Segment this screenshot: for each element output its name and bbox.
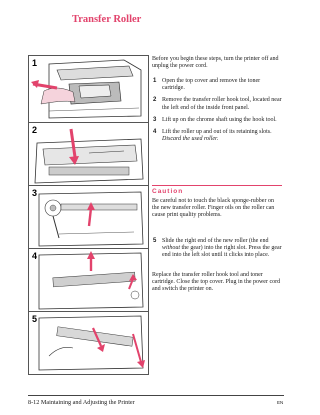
- figure-3: [28, 185, 149, 250]
- step-text: Lift up on the chrome shaft using the hook tool.: [162, 116, 277, 123]
- intro-paragraph: Before you begin these steps, turn the printer off and unplug the power cord.: [152, 56, 279, 70]
- step-text: Remove the transfer roller hook tool, located near the left end of the inside front panel.: [162, 97, 282, 111]
- caution-heading: Caution: [152, 188, 184, 195]
- step-number: 4: [153, 129, 157, 136]
- step-number: 1: [153, 78, 157, 84]
- caution-rule: [152, 185, 282, 186]
- figure-1-illustration: [29, 56, 148, 123]
- steps-list-a: [152, 78, 282, 143]
- caution-block: [152, 198, 282, 220]
- step-item: [152, 117, 282, 124]
- step-text: Open the top cover and remove the toner cartridge.: [162, 78, 261, 92]
- figure-5-illustration: [29, 312, 148, 374]
- closing-text: [152, 272, 282, 294]
- step-text: the gear) into the right slot. Press the gear end into the left slot until it clicks into place.: [162, 245, 282, 259]
- figure-5: [28, 311, 149, 375]
- step-emphasis: Discard the used roller.: [162, 136, 219, 143]
- figure-number: 1: [32, 58, 38, 68]
- caution-text: Be careful not to touch the black sponge-rubber on the new transfer roller. Finger oils on the roller can cause print quality problems.: [152, 198, 275, 219]
- footer-text: 8-12 Maintaining and Adjusting the Printer: [28, 399, 135, 406]
- step-item: [152, 129, 282, 143]
- figure-number: 3: [32, 188, 38, 198]
- step-text: Lift the roller up and out of its retaining slots.: [162, 129, 272, 136]
- figure-number: 2: [32, 125, 38, 135]
- figure-2: [28, 122, 149, 187]
- footer-language-code: EN: [277, 400, 284, 405]
- step-number: 2: [153, 97, 157, 104]
- step-number: 3: [153, 116, 157, 123]
- step-number: 5: [153, 238, 157, 244]
- step-text: Slide the right end of the new roller (the end: [162, 238, 269, 244]
- footer-rule: [28, 395, 284, 396]
- figure-4: [28, 248, 149, 313]
- figure-2-illustration: [29, 123, 148, 186]
- closing-paragraph: Replace the transfer roller hook tool and toner cartridge. Close the top cover. Plug in the power cord and switch the printer on.: [152, 272, 281, 293]
- step-item: [152, 97, 282, 111]
- figure-4-illustration: [29, 249, 148, 312]
- figure-number: 4: [32, 251, 38, 261]
- steps-list-b: [152, 238, 282, 260]
- intro-text: [152, 56, 282, 70]
- page-title: Transfer Roller: [72, 14, 142, 25]
- figure-number: 5: [32, 314, 38, 324]
- step-emphasis: without: [162, 245, 181, 252]
- step-item: [152, 238, 282, 260]
- step-item: [152, 78, 282, 92]
- figure-1: [28, 55, 149, 124]
- figure-3-illustration: [29, 186, 148, 249]
